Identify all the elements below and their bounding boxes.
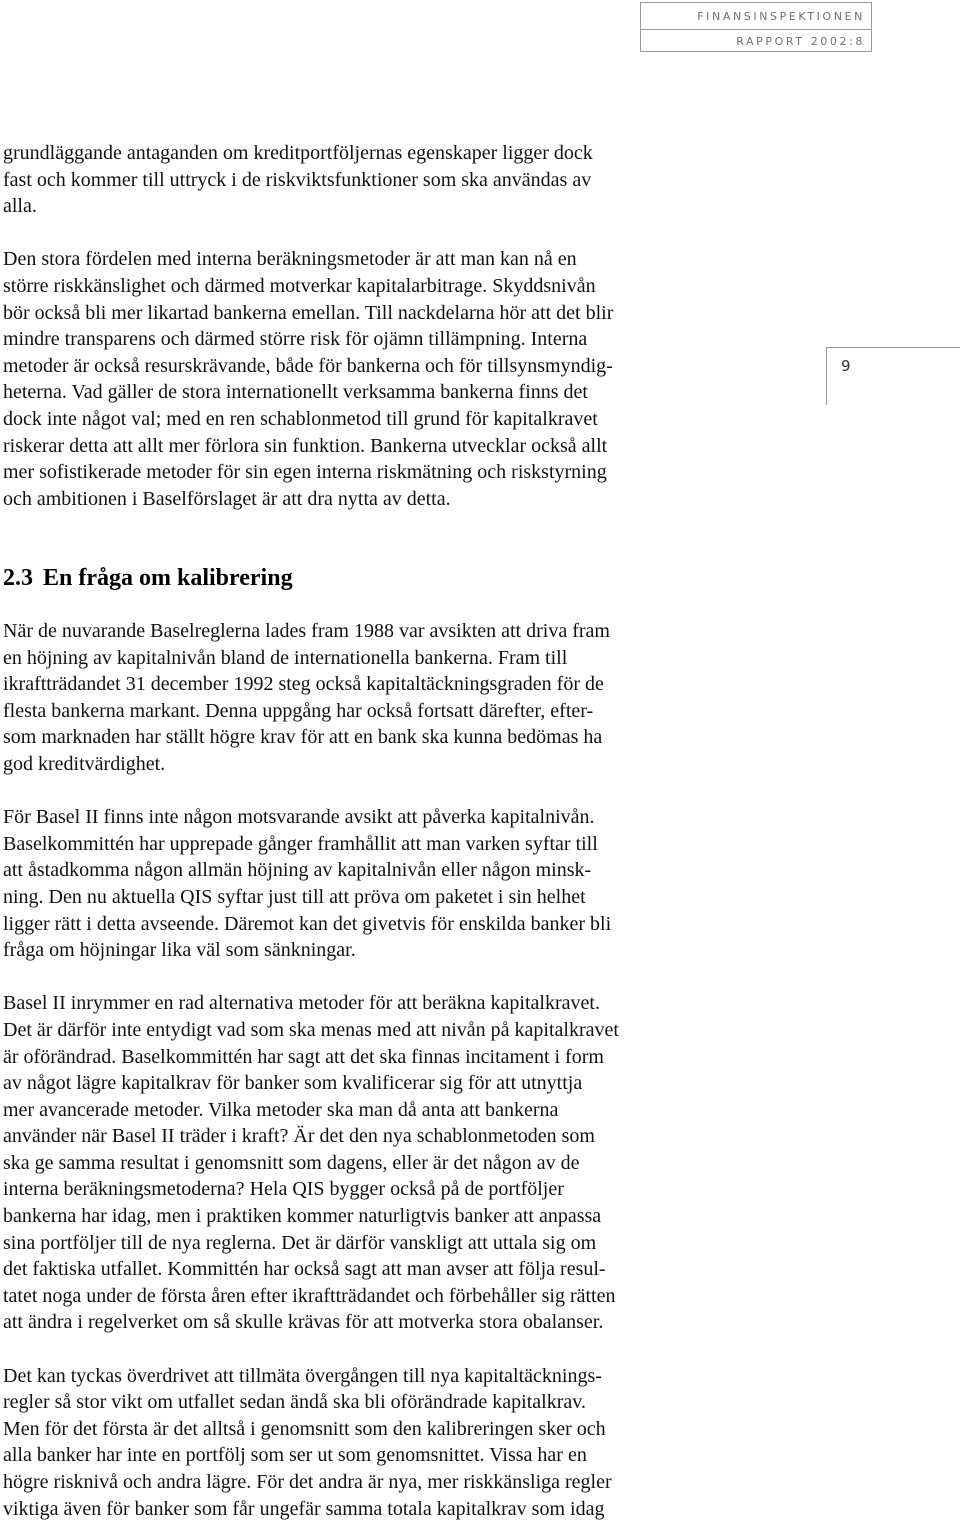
text-line: tatet noga under de första åren efter ikraftträdandet och förbehåller sig rätten <box>3 1284 616 1307</box>
header-divider <box>641 29 871 30</box>
text-line: Den stora fördelen med interna beräkningsmetoder är att man kan nå en <box>3 248 577 271</box>
text-line: större riskkänslighet och därmed motverkar kapitalarbitrage. Skyddsnivån <box>3 274 596 297</box>
text-line: heterna. Vad gäller de stora internationellt verksamma bankerna finns det <box>3 381 588 404</box>
text-line: När de nuvarande Baselreglerna lades fram 1988 var avsikten att driva fram <box>3 620 610 642</box>
text-line: av något lägre kapitalkrav för banker som kvalificerar sig för att utnyttja <box>3 1072 583 1095</box>
text-line: Basel II inrymmer en rad alternativa metoder för att beräkna kapitalkravet. <box>3 992 600 1015</box>
text-line: ning. Den nu aktuella QIS syftar just till att pröva om paketet i sin helhet <box>3 885 586 908</box>
text-line: en höjning av kapitalnivån bland de internationella bankerna. Fram till <box>3 646 568 669</box>
text-line: interna beräkningsmetoderna? Hela QIS bygger också på de portföljer <box>3 1178 564 1201</box>
text-line: god kreditvärdighet. <box>3 752 166 775</box>
header-report-number: RAPPORT 2002:8 <box>736 35 865 48</box>
text-line: som marknaden har ställt högre krav för att en bank ska kunna bedömas ha <box>3 726 603 749</box>
text-line: mer avancerade metoder. Vilka metoder ska man då anta att bankerna <box>3 1098 559 1121</box>
text-line: bör också bli mer likartad bankerna emellan. Till nackdelarna hör att det blir <box>3 301 614 324</box>
text-line: Baselkommittén har upprepade gånger framhållit att man varken syftar till <box>3 832 598 855</box>
paragraph <box>3 618 715 778</box>
paragraph <box>3 140 715 220</box>
header-organization: FINANSINSPEKTIONEN <box>697 10 865 23</box>
section-heading-block <box>3 561 715 595</box>
text-line: flesta bankerna markant. Denna uppgång har också fortsatt därefter, efter- <box>3 699 594 722</box>
text-line: sina portföljer till de nya reglerna. Det är därför vanskligt att uttala sig om <box>3 1231 597 1254</box>
text-line: ikraftträdandet 31 december 1992 steg också kapitaltäckningsgraden för de <box>3 673 604 696</box>
paragraph <box>3 990 715 1336</box>
text-line: ska ge samma resultat i genomsnitt som dagens, eller är det någon av de <box>3 1151 580 1174</box>
text-line: mer sofistikerade metoder för sin egen interna riskmätning och riskstyrning <box>3 461 607 484</box>
text-line: högre risknivå och andra lägre. För det andra är nya, mer riskkänsliga regler <box>3 1471 612 1493</box>
text-line: det faktiska utfallet. Kommittén har också sagt att man avser att följa resul- <box>3 1258 606 1281</box>
section-heading <box>3 561 715 595</box>
text-line: alla. <box>3 195 37 218</box>
page-number: 9 <box>841 357 851 375</box>
text-line: Det är därför inte entydigt vad som ska menas med att nivån på kapitalkravet <box>3 1018 619 1041</box>
text-line: Men för det första är det alltså i genomsnitt som den kalibreringen sker och <box>3 1417 606 1440</box>
text-line: använder när Basel II träder i kraft? Är det den nya schablonmetoden som <box>3 1125 595 1148</box>
paragraph <box>3 246 715 512</box>
text-line: ligger rätt i detta avseende. Däremot kan det givetvis för enskilda banker bli <box>3 912 612 935</box>
running-header <box>640 2 872 52</box>
text-line: att ändra i regelverket om så skulle krävas för att motverka stora obalanser. <box>3 1311 604 1334</box>
paragraph <box>3 1363 715 1523</box>
text-line: och ambitionen i Baselförslaget är att dra nytta av detta. <box>3 487 451 510</box>
text-line: mindre transparens och därmed större risk för ojämn tillämpning. Interna <box>3 328 588 351</box>
text-line: är oförändrad. Baselkommittén har sagt att det ska finnas incitament i form <box>3 1045 604 1068</box>
text-line: fråga om höjningar lika väl som sänkningar. <box>3 939 356 962</box>
paragraph <box>3 804 715 964</box>
text-line: grundläggande antaganden om kreditportföljernas egenskaper ligger dock <box>3 142 593 164</box>
intro-text <box>3 140 715 512</box>
text-line: viktiga även för banker som får ungefär samma totala kapitalkrav som idag <box>3 1497 605 1520</box>
text-line: regler så stor vikt om utfallet sedan ändå ska bli oförändrade kapitalkrav. <box>3 1391 586 1414</box>
section-number: 2.3 <box>3 565 33 591</box>
text-line: bankerna har idag, men i praktiken kommer naturligtvis banker att anpassa <box>3 1205 602 1228</box>
section-body-text <box>3 618 715 1522</box>
text-line: riskerar detta att allt mer förlora sin funktion. Bankerna utvecklar också allt <box>3 434 608 457</box>
text-line: metoder är också resurskrävande, både för bankerna och för tillsynsmyndig- <box>3 354 613 377</box>
text-line: dock inte något val; med en ren schablonmetod till grund för kapitalkravet <box>3 407 598 430</box>
page-number-marker <box>826 347 960 405</box>
text-line: att åstadkomma någon allmän höjning av kapitalnivån eller någon minsk- <box>3 859 592 882</box>
text-line: Det kan tyckas överdrivet att tillmäta övergången till nya kapitaltäcknings- <box>3 1364 602 1387</box>
section-title: En fråga om kalibrering <box>43 565 293 591</box>
text-line: fast och kommer till uttryck i de riskviktsfunktioner som ska användas av <box>3 168 592 191</box>
text-line: alla banker har inte en portfölj som ser ut som genomsnittet. Vissa har en <box>3 1444 587 1467</box>
text-line: För Basel II finns inte någon motsvarande avsikt att påverka kapitalnivån. <box>3 806 595 829</box>
